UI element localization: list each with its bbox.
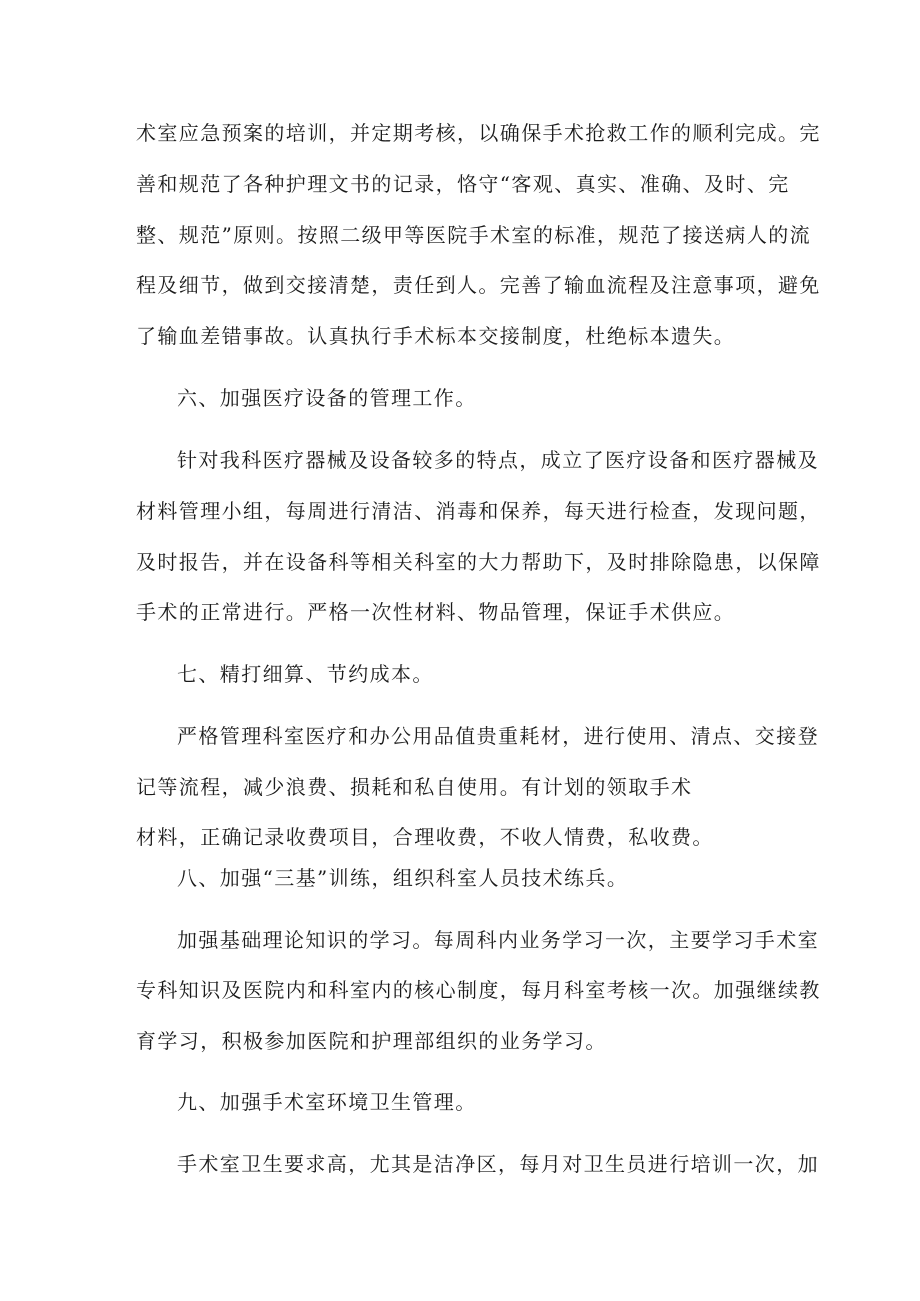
text-line: 材料管理小组，每周进行清洁、消毒和保养，每天进行检查，发现问题，	[136, 499, 821, 523]
section-heading-6: 六、加强医疗设备的管理工作。	[177, 386, 477, 410]
section-heading-7: 七、精打细算、节约成本。	[177, 662, 434, 686]
text-line: 手术室卫生要求高，尤其是洁净区，每月对卫生员进行培训一次，加	[177, 1152, 819, 1176]
text-line: 专科知识及医院内和科室内的核心制度，每月科室考核一次。加强继续教	[136, 978, 821, 1002]
text-line: 记等流程，减少浪费、损耗和私自使用。有计划的领取手术	[136, 775, 693, 799]
text-line: 善和规范了各种护理文书的记录，恪守“客观、真实、准确、及时、完	[136, 172, 790, 196]
text-line: 及时报告，并在设备科等相关科室的大力帮助下，及时排除隐患，以保障	[136, 550, 821, 574]
text-line: 了输血差错事故。认真执行手术标本交接制度，杜绝标本遗失。	[136, 324, 736, 348]
text-line: 严格管理科室医疗和办公用品值贵重耗材，进行使用、清点、交接登	[177, 724, 819, 748]
text-line: 材料，正确记录收费项目，合理收费，不收人情费，私收费。	[136, 825, 714, 849]
text-line: 手术的正常进行。严格一次性材料、物品管理，保证手术供应。	[136, 600, 736, 624]
section-heading-9: 九、加强手术室环境卫生管理。	[177, 1090, 477, 1114]
text-line: 加强基础理论知识的学习。每周科内业务学习一次，主要学习手术室	[177, 928, 819, 952]
text-line: 育学习，积极参加医院和护理部组织的业务学习。	[136, 1029, 607, 1053]
text-line: 针对我科医疗器械及设备较多的特点，成立了医疗设备和医疗器械及	[177, 448, 819, 472]
section-heading-8: 八、加强“三基”训练，组织科室人员技术练兵。	[177, 866, 629, 890]
text-line: 程及细节，做到交接清楚，责任到人。完善了输血流程及注意事项，避免	[136, 273, 821, 297]
text-line: 整、规范”原则。按照二级甲等医院手术室的标准，规范了接送病人的流	[136, 223, 812, 247]
text-line: 术室应急预案的培训，并定期考核，以确保手术抢救工作的顺利完成。完	[136, 121, 821, 145]
